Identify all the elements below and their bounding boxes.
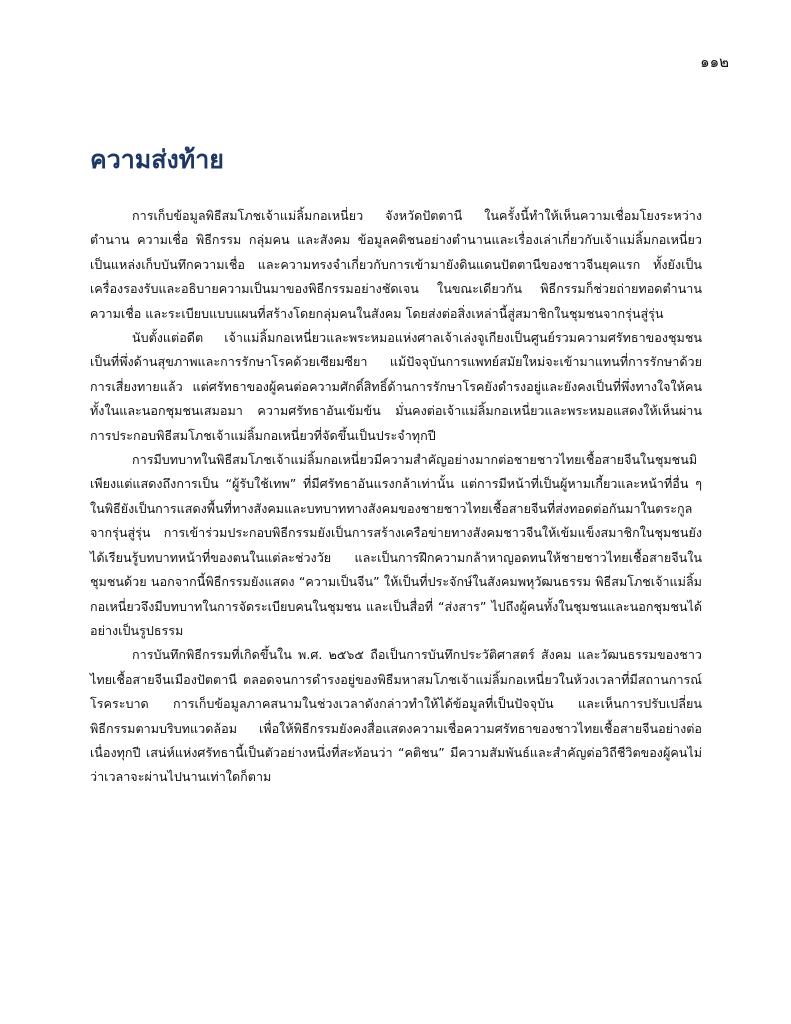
body-text bbox=[90, 204, 702, 790]
paragraph: การมีบทบาทในพิธีสมโภชเจ้าแม่ลิ้มกอเหนี่ยวมีความสำคัญอย่างมากต่อชายชาวไทยเชื้อสายจีนในชุมชนมิเพียงแต่แสดงถึงการเป็น “ผู้รับใช้เทพ” ที่มีศรัทธาอันแรงกล้าเท่านั้น แต่การมีหน้าที่เป็นผู้หามเกี้ยวและหน้าที่อื่น ๆ ในพิธียังเป็นการแสดงพื้นที่ทางสังคมและบทบาททางสังคมของชายชาวไทยเชื้อสายจีนที่ส่งทอดต่อกันมาในตระกูลจากรุ่นสู่รุ่น การเข้าร่วมประกอบพิธีกรรมยังเป็นการสร้างเครือข่ายทางสังคมชาวจีนให้เข้มแข็งสมาชิกในชุมชนยังได้เรียนรู้บทบาทหน้าที่ของตนในแต่ละช่วงวัย และเป็นการฝึกความกล้าหาญอดทนให้ชายชาวไทยเชื้อสายจีนในชุมชนด้วย นอกจากนี้พิธีกรรมยังแสดง “ความเป็นจีน” ให้เป็นที่ประจักษ์ในสังคมพหุวัฒนธรรม พิธีสมโภชเจ้าแม่ลิ้มกอเหนี่ยวจึงมีบทบาทในการจัดระเบียบคนในชุมชน และเป็นสื่อที่ “ส่งสาร” ไปถึงผู้คนทั้งในชุมชนและนอกชุมชนได้อย่างเป็นรูปธรรม bbox=[90, 452, 702, 638]
page-title: ความส่งท้าย bbox=[90, 145, 224, 174]
paragraph: นับตั้งแต่อดีต เจ้าแม่ลิ้มกอเหนี่ยวและพระหมอแห่งศาลเจ้าเล่งจูเกียงเป็นศูนย์รวมความศรัทธาของชุมชนเป็นที่พึ่งด้านสุขภาพและการรักษาโรคด้วยเซียมซียา แม้ปัจจุบันการแพทย์สมัยใหม่จะเข้ามาแทนที่การรักษาด้วยการเสี่ยงทายแล้ว แต่ศรัทธาของผู้คนต่อความศักดิ์สิทธิ์ด้านการรักษาโรคยังดำรงอยู่และยังคงเป็นที่พึ่งทางใจให้คนทั้งในและนอกชุมชนเสมอมา ความศรัทธาอันเข้มข้น มั่นคงต่อเจ้าแม่ลิ้มกอเหนี่ยวและพระหมอแสดงให้เห็นผ่านการประกอบพิธีสมโภชเจ้าแม่ลิ้มกอเหนี่ยวที่จัดขึ้นเป็นประจำทุกปี bbox=[90, 330, 702, 443]
page-number: ๑๑๒ bbox=[700, 53, 729, 71]
paragraph: การเก็บข้อมูลพิธีสมโภชเจ้าแม่ลิ้มกอเหนี่ยว จังหวัดปัตตานี ในครั้งนี้ทำให้เห็นความเชื่อมโยงระหว่างตำนาน ความเชื่อ พิธีกรรม กลุ่มคน และสังคม ข้อมูลคติชนอย่างตำนานและเรื่องเล่าเกี่ยวกับเจ้าแม่ลิ้มกอเหนี่ยวเป็นแหล่งเก็บบันทึกความเชื่อ และความทรงจำเกี่ยวกับการเข้ามายังดินแดนปัตตานีของชาวจีนยุคแรก ทั้งยังเป็นเครื่องรองรับและอธิบายความเป็นมาของพิธีกรรมอย่างชัดเจน ในขณะเดียวกัน พิธีกรรมก็ช่วยถ่ายทอดตำนานความเชื่อ และระเบียบแบบแผนที่สร้างโดยกลุ่มคนในสังคม โดยส่งต่อสิ่งเหล่านี้สู่สมาชิกในชุมชนจากรุ่นสู่รุ่น bbox=[90, 208, 702, 321]
paragraph: การบันทึกพิธีกรรมที่เกิดขึ้นใน พ.ศ. ๒๕๖๕ ถือเป็นการบันทึกประวัติศาสตร์ สังคม และวัฒนธรรมของชาวไทยเชื้อสายจีนเมืองปัตตานี ตลอดจนการดำรงอยู่ของพิธีมหาสมโภชเจ้าแม่ลิ้มกอเหนี่ยวในห้วงเวลาที่มีสถานการณ์โรคระบาด การเก็บข้อมูลภาคสนามในช่วงเวลาดังกล่าวทำให้ได้ข้อมูลที่เป็นปัจจุบัน และเห็นการปรับเปลี่ยนพิธีกรรมตามบริบทแวดล้อม เพื่อให้พิธีกรรมยังคงสื่อแสดงความเชื่อความศรัทธาของชาวไทยเชื้อสายจีนอย่างต่อเนื่องทุกปี เสน่ห์แห่งศรัทธานี้เป็นตัวอย่างหนึ่งที่สะท้อนว่า “คติชน” มีความสัมพันธ์และสำคัญต่อวิถีชีวิตของผู้คนไม่ว่าเวลาจะผ่านไปนานเท่าใดก็ตาม bbox=[90, 647, 702, 785]
